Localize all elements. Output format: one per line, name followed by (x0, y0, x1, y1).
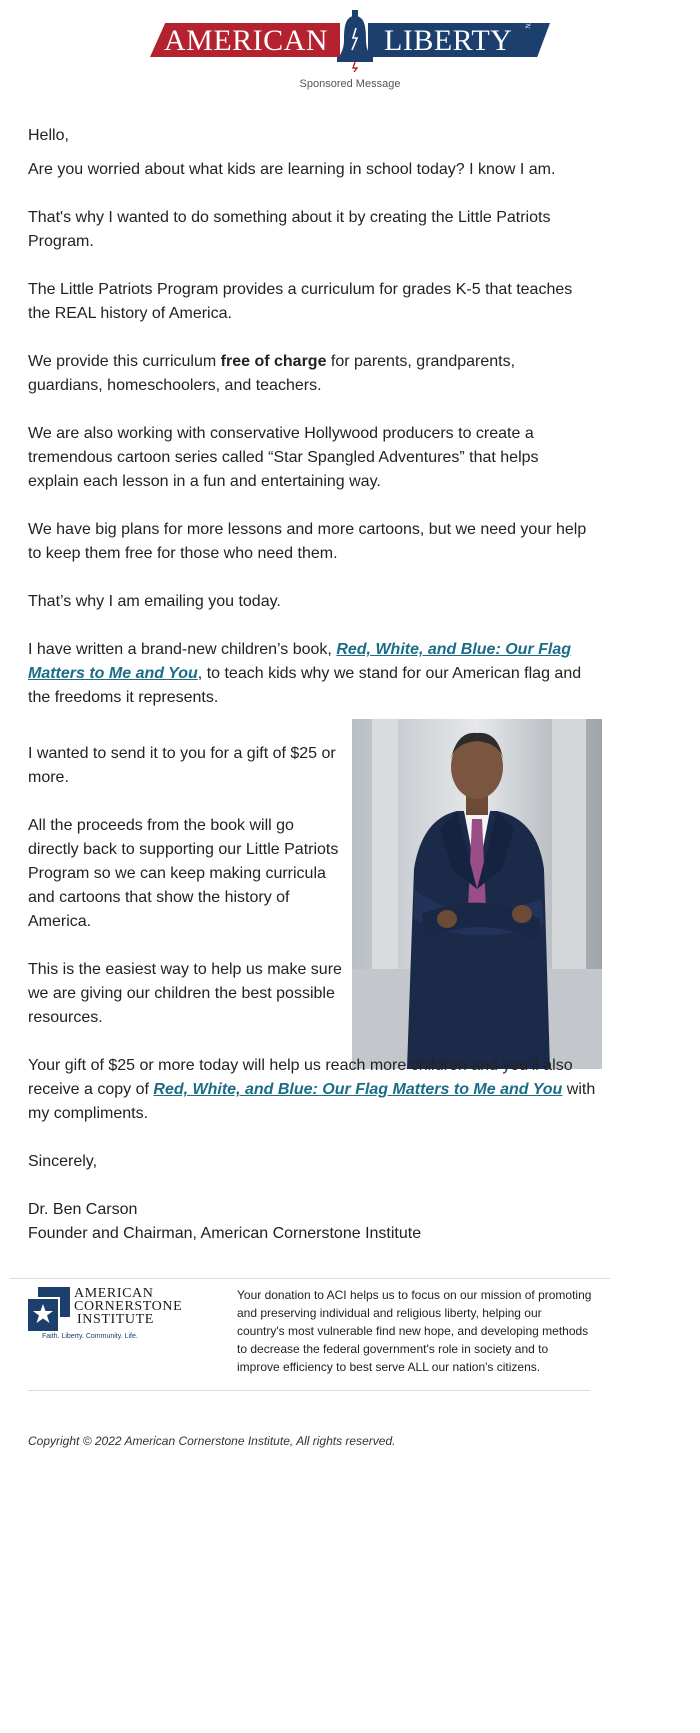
paragraph-5: We are also working with conservative Hollywood producers to create a tremendous cartoon series called “Star Spangled Adventures” that helps explain each lesson in a fun and entertaining way. (28, 425, 539, 490)
signer-name: Dr. Ben Carson (28, 1201, 138, 1218)
paragraph-8-end: , to teach kids why we stand for our American flag and the freedoms it represents. (28, 665, 582, 706)
copyright-notice: Copyright © 2022 American Cornerstone Institute, All rights reserved. (28, 1434, 396, 1448)
aci-name-line-2: CORNERSTONE (74, 1299, 183, 1314)
aci-logo[interactable] (28, 1287, 218, 1345)
paragraph-2: That's why I wanted to do something about it by creating the Little Patriots Program. (28, 209, 551, 250)
paragraph-4-start: We provide this curriculum (28, 353, 221, 370)
aci-name-line-1: AMERICAN (74, 1286, 154, 1301)
paragraph-4-end: for parents, grandparents, guardians, homeschoolers, and teachers. (28, 353, 516, 394)
paragraph-12-end: with my compliments. (28, 1081, 596, 1122)
paragraph-9: I wanted to send it to you for a gift of $25 or more. (28, 745, 336, 786)
signer-title: Founder and Chairman, American Cornerstone Institute (28, 1225, 422, 1242)
greeting: Hello, (28, 127, 69, 144)
free-of-charge-emphasis: free of charge (220, 353, 327, 370)
logo-text-left: AMERICAN (164, 24, 329, 57)
paragraph-8-start: I have written a brand-new children’s book, (28, 641, 337, 658)
closing: Sincerely, (28, 1153, 98, 1170)
paragraph-7: That’s why I am emailing you today. (28, 593, 281, 610)
footer-divider-top (10, 1278, 610, 1279)
book-link[interactable]: Red, White, and Blue: Our Flag Matters to Me and You (28, 641, 571, 682)
logo-text-right: LIBERTY (384, 24, 513, 57)
paragraph-1: Are you worried about what kids are learning in school today? I know I am. (28, 161, 556, 178)
american-liberty-logo[interactable] (150, 10, 550, 62)
paragraph-8 (28, 638, 598, 710)
aci-mission-text: Your donation to ACI helps us to focus on our mission of promoting and preserving individual and religious liberty, helping our country's most vulnerable find new hope, and developing methods to decrease the federal government's role in society and to improve efficiency to best serve ALL our nation's citizens. (237, 1288, 592, 1374)
email-header (0, 0, 700, 100)
logo-news-label: NEWS (524, 8, 536, 30)
footer-divider-bottom (28, 1390, 590, 1391)
portrait-illustration (352, 719, 602, 1069)
paragraph-12-start: Your gift of $25 or more today will help us reach more children and you’ll also receive a copy of (28, 1057, 573, 1098)
paragraph-10: All the proceeds from the book will go directly back to supporting our Little Patriots Program so we can keep making curricula and cartoons that show the history of America. (28, 817, 339, 930)
book-link-2[interactable]: Red, White, and Blue: Our Flag Matters to Me and You (153, 1081, 563, 1098)
paragraph-12 (28, 1054, 598, 1126)
sponsored-message-label: Sponsored Message (299, 78, 401, 90)
star-icon (28, 1287, 70, 1331)
aci-name-line-3: INSTITUTE (77, 1312, 154, 1327)
aci-tagline: Faith. Liberty. Community. Life. (42, 1333, 138, 1340)
paragraph-3: The Little Patriots Program provides a curriculum for grades K-5 that teaches the REAL history of America. (28, 281, 573, 322)
paragraph-11: This is the easiest way to help us make sure we are giving our children the best possible resources. (28, 961, 342, 1026)
ben-carson-photo (352, 719, 602, 1069)
liberty-bell-icon (337, 10, 373, 72)
paragraph-6: We have big plans for more lessons and more cartoons, but we need your help to keep them free for those who need them. (28, 521, 587, 562)
paragraph-4 (28, 350, 548, 398)
